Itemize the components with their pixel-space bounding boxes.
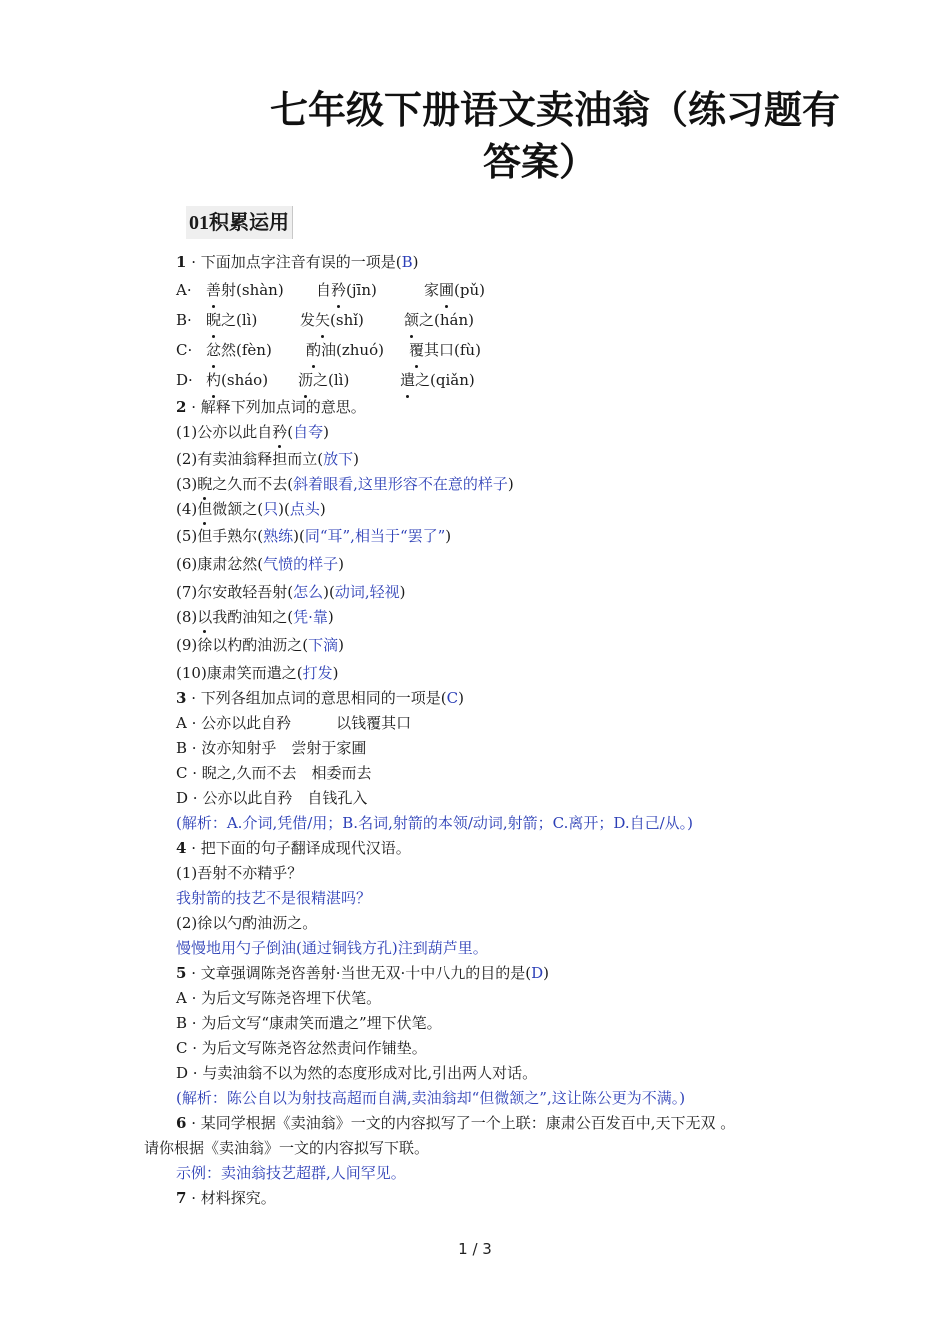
q2-item — [176, 661, 816, 686]
question-7: 7 · 材料探究。 — [176, 1189, 276, 1207]
option-word-1 — [206, 305, 257, 335]
paren: ) — [327, 608, 334, 626]
answer: 气愤的样子 — [263, 555, 339, 573]
paren: )( — [278, 500, 290, 518]
answer: 怎么 — [293, 583, 324, 601]
q3-analysis: (解析：A.介词,凭借/用；B.名词,射箭的本领/动词,射箭；C.离开；D.自己/从。) — [176, 814, 694, 832]
q6-answer: 示例：卖油翁技艺超群,人间罕见。 — [176, 1164, 406, 1182]
answer: 只 — [263, 500, 279, 518]
item-text: (1)公亦以此自 — [176, 423, 273, 441]
paren: ) — [319, 500, 326, 518]
q4-sentence-1: (1)吾射不亦精乎？ — [176, 864, 303, 882]
paren: ) — [543, 964, 550, 982]
q3-option-c: C · 睨之,久而不去 相委而去 — [176, 764, 372, 782]
answer: 下滴 — [308, 636, 339, 654]
item-text: 之久而不去( — [212, 475, 294, 493]
dotted-char: 杓 — [206, 365, 221, 395]
q5-analysis: (解析：陈公自以为射技高超而自满,卖油翁却“但微颔之”,这让陈公更为不满。) — [176, 1089, 686, 1107]
q2-item — [176, 580, 816, 605]
item-text: (10)康肃笑而遣之( — [176, 664, 303, 682]
dotted-char: 善 — [206, 275, 221, 305]
pinyin-text: 其口(fù) — [424, 341, 481, 359]
question-stem: 解释下列加点词的意思。 — [200, 398, 366, 416]
q2-item — [176, 472, 816, 497]
question-number: 4 — [176, 839, 187, 857]
pinyin-text: (pǔ) — [454, 281, 485, 299]
q5-option-a: A · 为后文写陈尧咨埋下伏笔。 — [176, 989, 382, 1007]
pinyin-text: 之(lì) — [313, 371, 350, 389]
page-number: 1 / 3 — [458, 1240, 492, 1258]
q3-option-d: D · 公亦以此自矜 自钱孔入 — [176, 789, 368, 807]
q3-option-b: B · 汝亦知射乎 尝射于家圃 — [176, 739, 367, 757]
answer: 动词,轻视 — [334, 583, 400, 601]
question-stem: 下列各组加点词的意思相同的一项是( — [200, 689, 447, 707]
question-6-continued: 请你根据《卖油翁》一文的内容拟写下联。 — [144, 1139, 430, 1157]
pinyin-text: (shǐ) — [330, 311, 364, 329]
dotted-char: 忿 — [206, 335, 221, 365]
dotted-char: 矜 — [331, 275, 346, 305]
dotted-char: 矢 — [315, 305, 330, 335]
q5-option-c: C · 为后文写陈尧咨忿然责问作铺垫。 — [176, 1039, 427, 1057]
q1-option-c — [176, 335, 816, 365]
paren: ) — [332, 664, 339, 682]
q2-item — [176, 447, 816, 472]
question-number: 2 — [176, 398, 187, 416]
answer: 凭·靠 — [293, 608, 328, 626]
pinyin-text: 然(fèn) — [221, 341, 272, 359]
option-label: D· — [176, 371, 193, 389]
question-3: 3 · 下列各组加点词的意思相同的一项是(C) — [176, 689, 464, 707]
paren: ) — [353, 450, 359, 468]
question-stem: 下面加点字注音有误的一项是( — [200, 253, 402, 271]
paren: ) — [338, 636, 344, 654]
pinyin-text: (jīn) — [346, 281, 377, 299]
paren: ) — [412, 253, 419, 271]
pinyin-text: 之(lì) — [221, 311, 258, 329]
question-stem: 文章强调陈尧咨善射·当世无双·十中八九的目的是( — [200, 964, 532, 982]
question-1: 1 · 下面加点字注音有误的一项是(B) — [176, 253, 419, 271]
option-label: C· — [176, 341, 193, 359]
answer: 自夸 — [293, 423, 324, 441]
question-number: 3 — [176, 689, 187, 707]
option-label: A· — [176, 281, 192, 299]
section-heading — [186, 206, 293, 239]
item-text: 我酌油知之( — [212, 608, 294, 626]
q2-item — [176, 552, 816, 580]
dotted-char: 睨 — [206, 305, 221, 335]
dotted-char: 遣 — [400, 365, 415, 395]
item-text: (4) — [176, 500, 198, 518]
section-title: 积累运用 — [209, 210, 289, 234]
paren: ) — [399, 583, 406, 601]
question-5: 5 · 文章强调陈尧咨善射·当世无双·十中八九的目的是(D) — [176, 964, 550, 982]
question-number: 1 — [176, 253, 187, 271]
document-title — [160, 84, 860, 188]
q5-option-d: D · 与卖油翁不以为然的态度形成对比,引出两人对话。 — [176, 1064, 538, 1082]
dotted-char: 沥 — [298, 365, 313, 395]
plain-char: 自 — [316, 281, 332, 299]
item-text: (5)但手熟尔( — [176, 527, 264, 545]
question-stem: 材料探究。 — [200, 1189, 276, 1207]
title-line-2: 答案） — [482, 139, 597, 184]
answer: B — [401, 253, 413, 271]
q2-item — [176, 633, 816, 661]
question-number: 7 — [176, 1189, 187, 1207]
option-word-2 — [316, 275, 377, 305]
option-word-2 — [300, 305, 364, 335]
q5-option-b: B · 为后文写“康肃笑而遣之”埋下伏笔。 — [176, 1014, 442, 1032]
q4-answer-1: 我射箭的技艺不是很精湛吗？ — [176, 889, 372, 907]
question-stem: 某同学根据《卖油翁》一文的内容拟写了一个上联：康肃公百发百中,天下无双 。 — [200, 1114, 736, 1132]
dotted-char: 覆 — [409, 335, 424, 365]
q2-item — [176, 524, 816, 552]
dotted-char: 酌 — [306, 335, 321, 365]
answer: 熟练 — [263, 527, 294, 545]
item-text: (2)有卖油翁释担而立( — [176, 450, 324, 468]
paren: ) — [507, 475, 514, 493]
dotted-char: 矜 — [272, 420, 287, 445]
paren: )( — [293, 527, 305, 545]
answer: D — [531, 964, 544, 982]
answer: 放下 — [323, 450, 354, 468]
paren: ) — [323, 423, 329, 441]
option-word-1 — [206, 275, 284, 305]
pinyin-text: 油(zhuó) — [321, 341, 384, 359]
item-text: (7)尔安敢轻吾射( — [176, 583, 294, 601]
pinyin-text: 射(shàn) — [221, 281, 284, 299]
option-word-3 — [400, 365, 475, 395]
q3-option-a: A · 公亦以此自矜 以钱覆其口 — [176, 714, 412, 732]
answer: 点头 — [289, 500, 320, 518]
dotted-char: 圃 — [439, 275, 454, 305]
q2-item — [176, 497, 816, 524]
question-2: 2 · 解释下列加点词的意思。 — [176, 398, 366, 416]
answer: C — [446, 689, 459, 707]
paren: ) — [338, 555, 344, 573]
question-6: 6 · 某同学根据《卖油翁》一文的内容拟写了一个上联：康肃公百发百中,天下无双 。 — [176, 1114, 736, 1132]
paren: )( — [323, 583, 335, 601]
dotted-char: 睨 — [197, 472, 212, 497]
option-word-3 — [424, 275, 485, 305]
question-stem: 把下面的句子翻译成现代汉语。 — [200, 839, 411, 857]
pinyin-text: 之(qiǎn) — [415, 371, 475, 389]
dotted-char: 颔 — [404, 305, 419, 335]
q2-item — [176, 420, 816, 447]
plain-char: 家 — [424, 281, 440, 299]
paren: ) — [445, 527, 452, 545]
q1-option-d — [176, 365, 816, 395]
option-word-1 — [206, 335, 272, 365]
q2-item — [176, 605, 816, 633]
option-word-3 — [409, 335, 481, 365]
q1-option-b — [176, 305, 816, 335]
item-text: (3) — [176, 475, 198, 493]
pinyin-text: 之(hán) — [419, 311, 474, 329]
q4-sentence-2: (2)徐以勺酌油沥之。 — [176, 914, 318, 932]
pinyin-text: (sháo) — [221, 371, 269, 389]
item-text: ( — [287, 423, 294, 441]
item-text: 微颔之( — [212, 500, 264, 518]
item-text: (8) — [176, 608, 198, 626]
q1-option-a — [176, 275, 816, 305]
title-line-1: 七年级下册语文卖油翁（练习题有 — [269, 87, 840, 132]
option-label: B· — [176, 311, 192, 329]
plain-char: 发 — [300, 311, 316, 329]
exercise-content — [144, 250, 816, 1211]
question-number: 5 — [176, 964, 187, 982]
section-number: 01 — [189, 212, 209, 234]
question-number: 6 — [176, 1114, 187, 1132]
answer: 同“耳”,相当于“罢了” — [304, 527, 446, 545]
q4-answer-2: 慢慢地用勺子倒油(通过铜钱方孔)注到葫芦里。 — [176, 939, 488, 957]
option-word-1 — [206, 365, 268, 395]
option-word-3 — [404, 305, 474, 335]
item-text: (6)康肃忿然( — [176, 555, 264, 573]
dotted-char: 但 — [197, 497, 212, 522]
dotted-char: 以 — [197, 605, 212, 630]
answer: 打发 — [302, 664, 333, 682]
question-4: 4 · 把下面的句子翻译成现代汉语。 — [176, 839, 411, 857]
answer: 斜着眼看,这里形容不在意的样子 — [293, 475, 508, 493]
option-word-2 — [306, 335, 384, 365]
paren: ) — [458, 689, 464, 707]
item-text: (9)徐以杓酌油沥之( — [176, 636, 309, 654]
option-word-2 — [298, 365, 349, 395]
